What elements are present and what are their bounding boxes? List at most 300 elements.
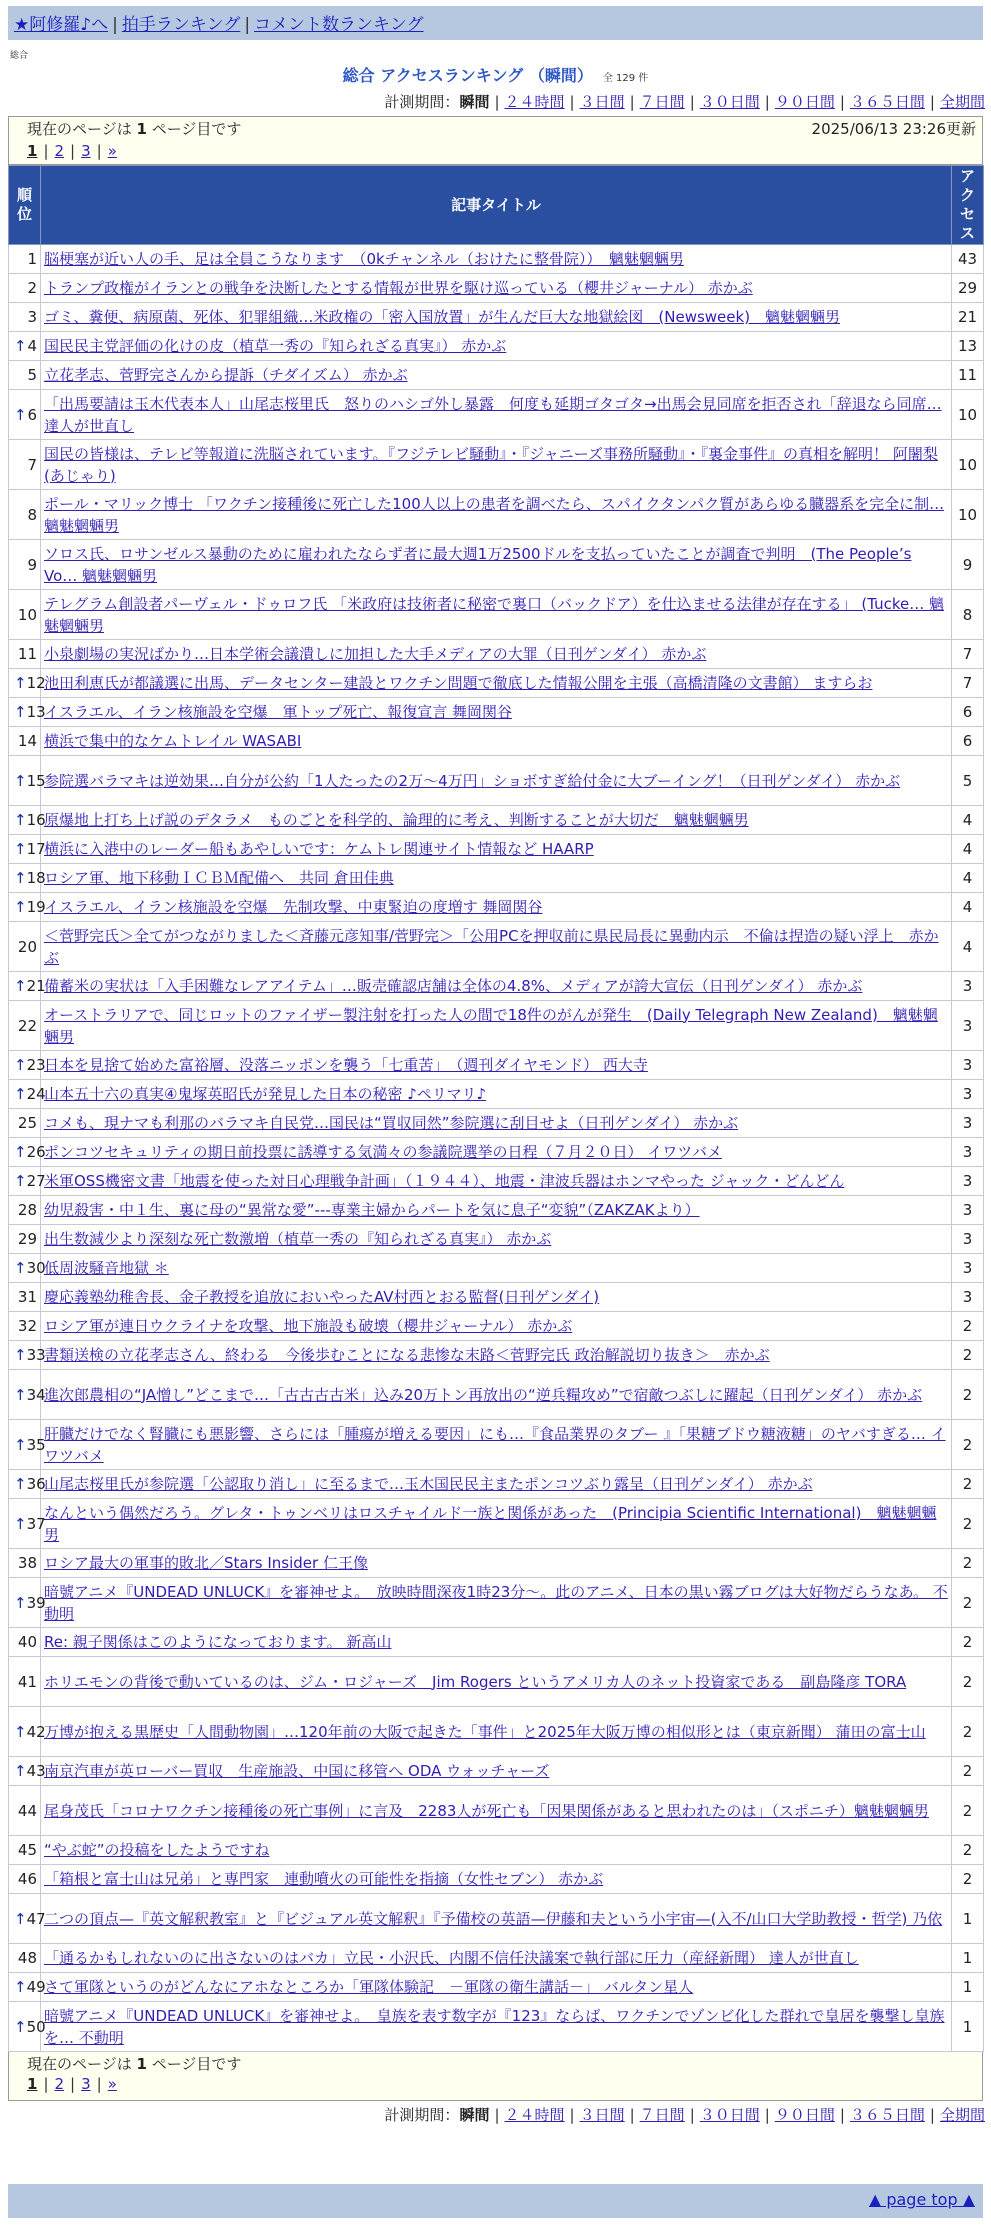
access-count: 1 (952, 2002, 984, 2052)
article-link[interactable]: 万博が抱える黒歴史「人間動物園」…120年前の大阪で起きた「事件」と2025年大阪万博の相似形とは（東京新聞） 蒲田の富士山 (44, 1722, 926, 1741)
title-cell (41, 2002, 952, 2052)
page-top-link[interactable]: ▲ page top ▲ (868, 2190, 975, 2209)
page-heading (0, 64, 991, 88)
total-count: 全 129 件 (602, 73, 649, 84)
article-link[interactable]: トランプ政権がイランとの戦争を決断したとする情報が世界を駆け巡っている（櫻井ジャーナル） 赤かぶ (44, 279, 753, 297)
access-count: 2 (952, 1786, 984, 1836)
rank-cell (9, 1283, 41, 1312)
separator: | (629, 93, 635, 111)
rank-number: 15 (26, 771, 46, 790)
access-count: 11 (952, 361, 984, 390)
title-cell (41, 1225, 952, 1254)
rank-column-header: 順位 (9, 166, 41, 245)
access-count: 2 (952, 1370, 984, 1420)
access-count: 4 (952, 864, 984, 893)
table-row (9, 274, 984, 303)
article-link[interactable]: 池田利恵氏が都議選に出馬、データセンター建設とワクチン問題で徹底した情報公開を主張（高橋清隆の文書館） ますらお (44, 674, 873, 692)
rank-up-arrow-icon: ↑ (14, 1172, 27, 1190)
article-link[interactable]: 山尾志桜里氏が参院選「公認取り消し」に至るまで…玉木国民民主またポンコツぶり露呈（日刊ゲンダイ） 赤かぶ (44, 1475, 813, 1493)
rank-cell (9, 1944, 41, 1973)
rank-cell (9, 835, 46, 864)
page-link[interactable]: 3 (81, 2075, 91, 2093)
title-cell (41, 1312, 952, 1341)
separator: | (494, 93, 500, 111)
article-link[interactable]: 参院選バラマキは逆効果…自分が公約「1人たったの2万～4万円」ショボすぎ給付金に大ブーイング！（日刊ゲンダイ） 赤かぶ (44, 771, 901, 790)
rank-number: 4 (27, 337, 37, 355)
table-row (9, 1225, 984, 1254)
period-link[interactable]: ３０日間 (699, 93, 760, 111)
article-link[interactable]: 南京汽車が英ローバー買収 生産施設、中国に移管へ ODA ウォッチャーズ (44, 1762, 550, 1780)
rank-up-arrow-icon: ↑ (14, 405, 27, 424)
separator: | (96, 2075, 102, 2093)
article-link[interactable]: ポール・マリック博士 「ワクチン接種後に死亡した100人以上の患者を調べたら、スパイクタンパク質があらゆる臓器系を完全に制… 魑魅魍魎男 (44, 494, 945, 535)
article-link[interactable]: 進次郎農相の“JA憎し”どこまで…「古古古古米」込み20万トン再放出の“逆兵糧攻め”で宿敵つぶしに躍起（日刊ゲンダイ） 赤かぶ (44, 1385, 923, 1404)
access-count: 3 (952, 972, 984, 1001)
title-cell (41, 1283, 952, 1312)
updated-timestamp: 2025/06/13 23:26更新 (811, 120, 976, 138)
access-count: 2 (952, 1312, 984, 1341)
rank-cell (9, 1973, 46, 2002)
rank-up-arrow-icon: ↑ (14, 1085, 27, 1103)
separator: | (569, 2106, 575, 2124)
table-row (9, 1341, 984, 1370)
table-row (9, 1283, 984, 1312)
article-link[interactable]: ＜菅野完氏＞全てがつながりました＜斉藤元彦知事/菅野完＞「公用PCを押収前に県民局長に異動内示 不倫は捏造の疑い浮上 赤かぶ (44, 926, 939, 967)
title-cell (41, 1254, 952, 1283)
access-count: 3 (952, 1254, 984, 1283)
title-cell (41, 1420, 952, 1470)
title-cell (41, 361, 952, 390)
access-count: 8 (952, 590, 984, 640)
title-cell (41, 1549, 952, 1578)
article-link[interactable]: なんという偶然だろう。グレタ・トゥンベリはロスチャイルド一族と関係があった (Principia Scientific International) 魑魅魍魎男 (44, 1503, 937, 1544)
title-cell (41, 922, 952, 972)
title-cell (41, 1370, 952, 1420)
rank-cell (9, 698, 46, 727)
rank-cell (9, 1341, 46, 1370)
applause-ranking-link[interactable]: 拍手ランキング (121, 15, 241, 35)
page-link[interactable]: 2 (54, 142, 65, 160)
table-row (9, 1080, 984, 1109)
rank-cell (9, 245, 41, 274)
access-count: 2 (952, 1341, 984, 1370)
article-link[interactable]: 日本を見捨て始めた富裕層、没落ニッポンを襲う「七重苦」 （週刊ダイヤモンド） 西大寺 (44, 1056, 648, 1074)
article-link[interactable]: 暗號アニメ『UNDEAD UNLUCK』を審神せよ。 放映時間深夜1時23分〜。此のアニメ、日本の黒い霧ブログは大好物だらうなあ。 不動明 (44, 1582, 948, 1623)
rank-cell (9, 1225, 41, 1254)
home-link[interactable]: ★阿修羅♪へ (14, 15, 109, 35)
rank-up-arrow-icon: ↑ (14, 703, 27, 721)
title-cell (41, 1865, 952, 1894)
article-link[interactable]: 幼児殺害・中１生、裏に母の“異常な愛”---専業主婦からパートを気に息子“変貌”（ZAKZAKより） (44, 1201, 700, 1219)
access-count: 13 (952, 332, 984, 361)
table-row (9, 972, 984, 1001)
separator: | (629, 2106, 635, 2124)
access-count: 43 (952, 245, 984, 274)
rank-up-arrow-icon: ↑ (14, 337, 27, 355)
table-row (9, 1470, 984, 1499)
rank-up-arrow-icon: ↑ (14, 1143, 27, 1161)
table-row (9, 864, 984, 893)
table-row (9, 1370, 984, 1420)
rank-number: 23 (26, 1056, 46, 1074)
period-selector-top (0, 88, 991, 116)
article-link[interactable]: 国民民主党評価の化けの皮（植草一秀の『知られざる真実』） 赤かぶ (44, 337, 507, 355)
rank-number: 35 (26, 1435, 46, 1454)
title-cell (41, 1578, 952, 1628)
period-link[interactable]: ３日間 (579, 93, 625, 111)
article-link[interactable]: ロシア軍、地下移動ＩＣＢＭ配備へ 共同 倉田佳典 (44, 869, 394, 887)
access-count: 4 (952, 893, 984, 922)
rank-cell (9, 1757, 46, 1786)
rank-number: 20 (17, 937, 37, 956)
article-link[interactable]: 二つの頂点—『英文解釈教室』と『ビジュアル英文解釈』『予備校の英語—伊藤和夫という小宇宙—(入不/山口大学助教授・哲学) 乃依 (44, 1909, 943, 1928)
title-cell (41, 1707, 952, 1757)
rank-cell (9, 390, 41, 440)
rank-number: 7 (27, 455, 37, 474)
access-count: 3 (952, 1167, 984, 1196)
rank-cell (9, 2002, 46, 2052)
article-link[interactable]: 山本五十六の真実④鬼塚英昭氏が発見した日本の秘密 ♪ペリマリ♪ (44, 1085, 487, 1103)
article-link[interactable]: 「出馬要請は玉木代表本人」山尾志桜里氏 怒りのハシゴ外し暴露 何度も延期ゴタゴタ→出馬会見同席を拒否され「辞退なら同席… 達人が世直し (44, 394, 942, 435)
category-label: 総合 (10, 51, 29, 61)
article-link[interactable]: ロシア軍が連日ウクライナを攻撃、地下施設も破壊（櫻井ジャーナル） 赤かぶ (44, 1317, 573, 1335)
title-cell (41, 245, 952, 274)
article-link[interactable]: 出生数減少より深刻な死亡数激増（植草一秀の『知られざる真実』） 赤かぶ (44, 1230, 552, 1248)
table-row (9, 1420, 984, 1470)
period-link[interactable]: 全期間 (939, 93, 985, 111)
rank-cell (9, 1051, 46, 1080)
table-row (9, 1499, 984, 1549)
rank-number: 9 (27, 555, 37, 574)
separator: | (929, 2106, 935, 2124)
period-link[interactable]: ３日間 (579, 2106, 625, 2124)
title-cell (41, 893, 952, 922)
rank-cell (9, 1167, 46, 1196)
access-count: 2 (952, 1499, 984, 1549)
access-count: 2 (952, 1578, 984, 1628)
access-count: 2 (952, 1628, 984, 1657)
rank-cell (9, 303, 41, 332)
separator: | (70, 142, 76, 160)
period-current: 瞬間 (459, 93, 490, 111)
access-count: 3 (952, 1080, 984, 1109)
rank-up-arrow-icon: ↑ (14, 1722, 27, 1741)
access-count: 3 (952, 1138, 984, 1167)
rank-number: 21 (26, 977, 46, 995)
rank-number: 43 (26, 1762, 46, 1780)
article-link[interactable]: 低周波騒音地獄 ＊ (44, 1259, 169, 1277)
title-cell (41, 1470, 952, 1499)
rank-cell (9, 1628, 41, 1657)
current-page-text: 現在のページは 1 ページ目です (27, 2055, 242, 2073)
table-row (9, 590, 984, 640)
title-cell (41, 1628, 952, 1657)
table-row (9, 1196, 984, 1225)
separator: | (689, 2106, 695, 2124)
article-link[interactable]: テレグラム創設者パーヴェル・ドゥロフ氏 「米政府は技術者に秘密で裏口（バックドア）を仕込ませる法律が存在する」 (Tucke… 魑魅魍魎男 (44, 594, 945, 635)
rank-cell (9, 640, 41, 669)
rank-cell (9, 332, 41, 361)
table-row (9, 490, 984, 540)
table-row (9, 1894, 984, 1944)
table-row (9, 303, 984, 332)
access-count: 2 (952, 1865, 984, 1894)
rank-up-arrow-icon: ↑ (14, 977, 27, 995)
table-row (9, 1549, 984, 1578)
rank-cell (9, 490, 41, 540)
rank-cell (9, 893, 46, 922)
rank-up-arrow-icon: ↑ (14, 1475, 27, 1493)
article-link[interactable]: イスラエル、イラン核施設を空爆 先制攻撃、中東緊迫の度増す 舞岡関谷 (44, 898, 543, 916)
page-link[interactable]: 3 (81, 142, 91, 160)
rank-cell (9, 540, 41, 590)
title-cell (41, 698, 952, 727)
rank-cell (9, 1420, 46, 1470)
rank-up-arrow-icon: ↑ (14, 1978, 27, 1996)
rank-number: 8 (27, 505, 37, 524)
rank-up-arrow-icon: ↑ (14, 811, 27, 829)
period-link[interactable]: 全期間 (939, 2106, 985, 2124)
article-link[interactable]: 備蓄米の実状は「入手困難なレアアイテム」…販売確認店舗は全体の4.8%、メディアが誇大宣伝（日刊ゲンダイ） 赤かぶ (44, 977, 863, 995)
title-cell (41, 669, 952, 698)
rank-cell (9, 1707, 46, 1757)
table-row (9, 698, 984, 727)
rank-cell (9, 1836, 41, 1865)
table-row (9, 390, 984, 440)
rank-number: 32 (17, 1317, 37, 1335)
ranking-table (8, 165, 984, 2052)
title-cell (41, 1001, 952, 1051)
table-row (9, 1254, 984, 1283)
rank-up-arrow-icon: ↑ (14, 1346, 27, 1364)
article-link[interactable]: 慶応義塾幼稚舎長、金子教授を追放においやったAV村西とおる監督(日刊ゲンダイ) (44, 1288, 600, 1306)
access-count: 2 (952, 1757, 984, 1786)
period-label: 計測期間： (384, 93, 460, 111)
rank-number: 39 (26, 1593, 46, 1612)
table-row (9, 1786, 984, 1836)
comment-ranking-link[interactable]: コメント数ランキング (254, 15, 424, 35)
access-count: 1 (952, 1894, 984, 1944)
title-cell (41, 727, 952, 756)
rank-up-arrow-icon: ↑ (14, 771, 27, 790)
access-count: 3 (952, 1196, 984, 1225)
rank-number: 1 (27, 250, 37, 268)
title-cell (41, 1109, 952, 1138)
rank-cell (9, 1080, 46, 1109)
rank-number: 14 (17, 732, 37, 750)
rank-up-arrow-icon: ↑ (14, 1385, 27, 1404)
access-count: 6 (952, 698, 984, 727)
rank-number: 33 (26, 1346, 46, 1364)
next-page-link[interactable]: » (107, 142, 117, 160)
pagination (27, 140, 976, 162)
table-row (9, 245, 984, 274)
period-link[interactable]: ３６５日間 (849, 2106, 925, 2124)
access-count: 3 (952, 1109, 984, 1138)
article-link[interactable]: “やぶ蛇”の投稿をしたようですね (44, 1841, 270, 1859)
rank-cell (9, 1578, 46, 1628)
table-row (9, 1865, 984, 1894)
title-cell (41, 1138, 952, 1167)
title-cell (41, 540, 952, 590)
article-link[interactable]: ホリエモンの背後で動いているのは、ジム・ロジャーズ Jim Rogers というアメリカ人のネット投資家である 副島隆彦 TORA (44, 1672, 907, 1691)
rank-number: 42 (26, 1722, 46, 1741)
title-cell (41, 390, 952, 440)
separator: | (569, 93, 575, 111)
period-link[interactable]: ９０日間 (774, 93, 835, 111)
page-current: 1 (27, 142, 38, 160)
rank-number: 37 (26, 1514, 46, 1533)
rank-number: 19 (26, 898, 46, 916)
article-link[interactable]: 肝臓だけでなく腎臓にも悪影響、さらには「腫瘍が増える要因」にも…『食品業界のタブー 』「果糖ブドウ糖液糖」のヤバすぎる… イワツバメ (44, 1424, 946, 1465)
article-link[interactable]: オーストラリアで、同じロットのファイザー製注射を打った人の間で18件のがんが発生 (Daily Telegraph New Zealand) 魑魅魍魎男 (44, 1005, 938, 1046)
table-row (9, 1836, 984, 1865)
table-row (9, 1628, 984, 1657)
page-link[interactable]: 2 (54, 2075, 65, 2093)
separator: | (43, 2075, 49, 2093)
table-row (9, 1167, 984, 1196)
rank-cell (9, 1499, 46, 1549)
table-row (9, 1657, 984, 1707)
article-link[interactable]: 書類送検の立花孝志さん、終わる 今後歩むことになる悲惨な末路＜菅野完氏 政治解説切り抜き＞ 赤かぶ (44, 1346, 770, 1364)
period-link[interactable]: ７日間 (639, 93, 685, 111)
rank-number: 48 (17, 1949, 37, 1967)
title-cell (41, 756, 952, 806)
article-link[interactable]: 横浜で集中的なケムトレイル WASABI (44, 732, 302, 750)
rank-cell (9, 669, 46, 698)
article-link[interactable]: 立花孝志、菅野完さんから提訴（チダイズム） 赤かぶ (44, 366, 408, 384)
rank-number: 16 (26, 811, 46, 829)
rank-cell (9, 1549, 41, 1578)
table-row (9, 1973, 984, 2002)
rank-up-arrow-icon: ↑ (14, 1056, 27, 1074)
article-link[interactable]: 「箱根と富士山は兄弟」と専門家 連動噴火の可能性を指摘（女性セブン） 赤かぶ (44, 1870, 604, 1888)
title-cell (41, 1051, 952, 1080)
separator: | (494, 2106, 500, 2124)
rank-cell (9, 1657, 41, 1707)
article-link[interactable]: 暗號アニメ『UNDEAD UNLUCK』を審神せよ。 皇族を表す数字が『123』ならば、ワクチンでゾンビ化した群れで皇居を襲撃し皇族を… 不動明 (44, 2006, 945, 2047)
rank-cell (9, 1894, 46, 1944)
title-cell (41, 1836, 952, 1865)
rank-up-arrow-icon: ↑ (14, 898, 27, 916)
title-cell (41, 864, 952, 893)
access-count: 10 (952, 390, 984, 440)
rank-cell (9, 727, 41, 756)
access-count: 4 (952, 806, 984, 835)
article-link[interactable]: Re: 親子関係はこのようになっております。 新高山 (44, 1633, 392, 1651)
period-link[interactable]: ７日間 (639, 2106, 685, 2124)
title-cell (41, 303, 952, 332)
separator: | (764, 2106, 770, 2124)
title-cell (41, 806, 952, 835)
rank-number: 41 (17, 1672, 37, 1691)
article-link[interactable]: コメも、現ナマも利那のバラマキ自民党…国民は“買収同然”参院選に刮目せよ（日刊ゲンダイ） 赤かぶ (44, 1114, 739, 1132)
table-row (9, 1944, 984, 1973)
table-row (9, 893, 984, 922)
period-link[interactable]: ３６５日間 (849, 93, 925, 111)
rank-number: 13 (26, 703, 46, 721)
table-row (9, 835, 984, 864)
article-link[interactable]: 「通るかもしれないのに出さないのはバカ」立民・小沢氏、内閣不信任決議案で執行部に圧力（産経新聞） 達人が世直し (44, 1949, 859, 1967)
article-link[interactable]: ポンコツセキュリティの期日前投票に誘導する気満々の参議院選挙の日程（７月２０日） イワツバメ (44, 1143, 722, 1161)
article-link[interactable]: ソロス氏、ロサンゼルス暴動のために雇われたならず者に最大週1万2500ドルを支払っていたことが調査で判明 (The People’s Vo… 魑魅魍魎男 (44, 544, 912, 585)
rank-cell (9, 1001, 41, 1051)
rank-number: 44 (17, 1801, 37, 1820)
rank-cell (9, 590, 41, 640)
article-link[interactable]: 横浜に入港中のレーダー船もあやしいです：ケムトレ関連サイト情報など HAARP (44, 840, 594, 858)
access-count: 6 (952, 727, 984, 756)
access-count: 5 (952, 756, 984, 806)
period-link[interactable]: ９０日間 (774, 2106, 835, 2124)
article-link[interactable]: 脳梗塞が近い人の手、足は全員こうなります （0kチャンネル（おけたに整骨院）） 魑魅魍魎男 (44, 250, 684, 268)
period-link[interactable]: ３０日間 (699, 2106, 760, 2124)
table-row (9, 1757, 984, 1786)
article-link[interactable]: 尾身茂氏「コロナワクチン接種後の死亡事例」に言及 2283人が死亡も「因果関係があると思われたのは」（スポニチ）魑魅魍魎男 (44, 1801, 929, 1820)
rank-cell (9, 806, 46, 835)
separator: | (929, 93, 935, 111)
separator: | (43, 142, 49, 160)
article-link[interactable]: ゴミ、糞便、病原菌、死体、犯罪組織…米政権の「密入国放置」が生んだ巨大な地獄絵図 (Newsweek) 魑魅魍魎男 (44, 308, 841, 326)
next-page-link[interactable]: » (107, 2075, 117, 2093)
table-row (9, 1312, 984, 1341)
rank-cell (9, 864, 46, 893)
access-count: 21 (952, 303, 984, 332)
separator: | (689, 93, 695, 111)
article-link[interactable]: ロシア最大の軍事的敗北／Stars Insider 仁王像 (44, 1554, 368, 1572)
article-link[interactable]: 小泉劇場の実況ばかり…日本学術会議潰しに加担した大手メディアの大罪（日刊ゲンダイ） 赤かぶ (44, 645, 707, 663)
table-row (9, 727, 984, 756)
rank-number: 47 (26, 1909, 46, 1928)
table-row (9, 922, 984, 972)
table-row (9, 440, 984, 490)
rank-up-arrow-icon: ↑ (14, 1762, 27, 1780)
article-link[interactable]: 原爆地上打ち上げ説のデタラメ ものごとを科学的、論理的に考え、判断することが大切だ 魑魅魍魎男 (44, 811, 749, 829)
rank-number: 17 (26, 840, 46, 858)
access-count: 29 (952, 274, 984, 303)
title-cell (41, 1080, 952, 1109)
title-cell (41, 1499, 952, 1549)
table-row (9, 1109, 984, 1138)
article-link[interactable]: 国民の皆様は、テレビ等報道に洗脳されています。『フジテレビ騒動』・『ジャニーズ事務所騒動』・『裏金事件』の真相を解明！ 阿闍梨(あじゃり) (44, 444, 938, 485)
access-count: 3 (952, 1225, 984, 1254)
period-link[interactable]: ２４時間 (504, 93, 565, 111)
rank-number: 11 (17, 645, 37, 663)
rank-number: 31 (17, 1288, 37, 1306)
article-link[interactable]: 米軍OSS機密文書「地震を使った対日心理戦争計画」（１９４４）、地震・津波兵器はホンマやった ジャック・どんどん (44, 1172, 845, 1190)
separator: | (96, 142, 102, 160)
title-cell (41, 274, 952, 303)
table-row (9, 669, 984, 698)
access-count: 9 (952, 540, 984, 590)
access-count: 2 (952, 1657, 984, 1707)
period-link[interactable]: ２４時間 (504, 2106, 565, 2124)
title-cell (41, 590, 952, 640)
table-row (9, 756, 984, 806)
rank-number: 25 (17, 1114, 37, 1132)
access-count: 4 (952, 835, 984, 864)
article-link[interactable]: さて軍隊というのがどんなにアホなところか「軍隊体験記 －軍隊の衛生講話－」 バルタン星人 (44, 1978, 694, 1996)
rank-up-arrow-icon: ↑ (14, 674, 27, 692)
table-row (9, 1707, 984, 1757)
rank-number: 49 (26, 1978, 46, 1996)
article-link[interactable]: イスラエル、イラン核施設を空爆 軍トップ死亡、報復宣言 舞岡関谷 (44, 703, 512, 721)
table-row (9, 640, 984, 669)
rank-number: 24 (26, 1085, 46, 1103)
access-count: 2 (952, 1836, 984, 1865)
period-selector-bottom (0, 2101, 991, 2129)
access-count: 2 (952, 1470, 984, 1499)
separator: | (839, 2106, 845, 2124)
